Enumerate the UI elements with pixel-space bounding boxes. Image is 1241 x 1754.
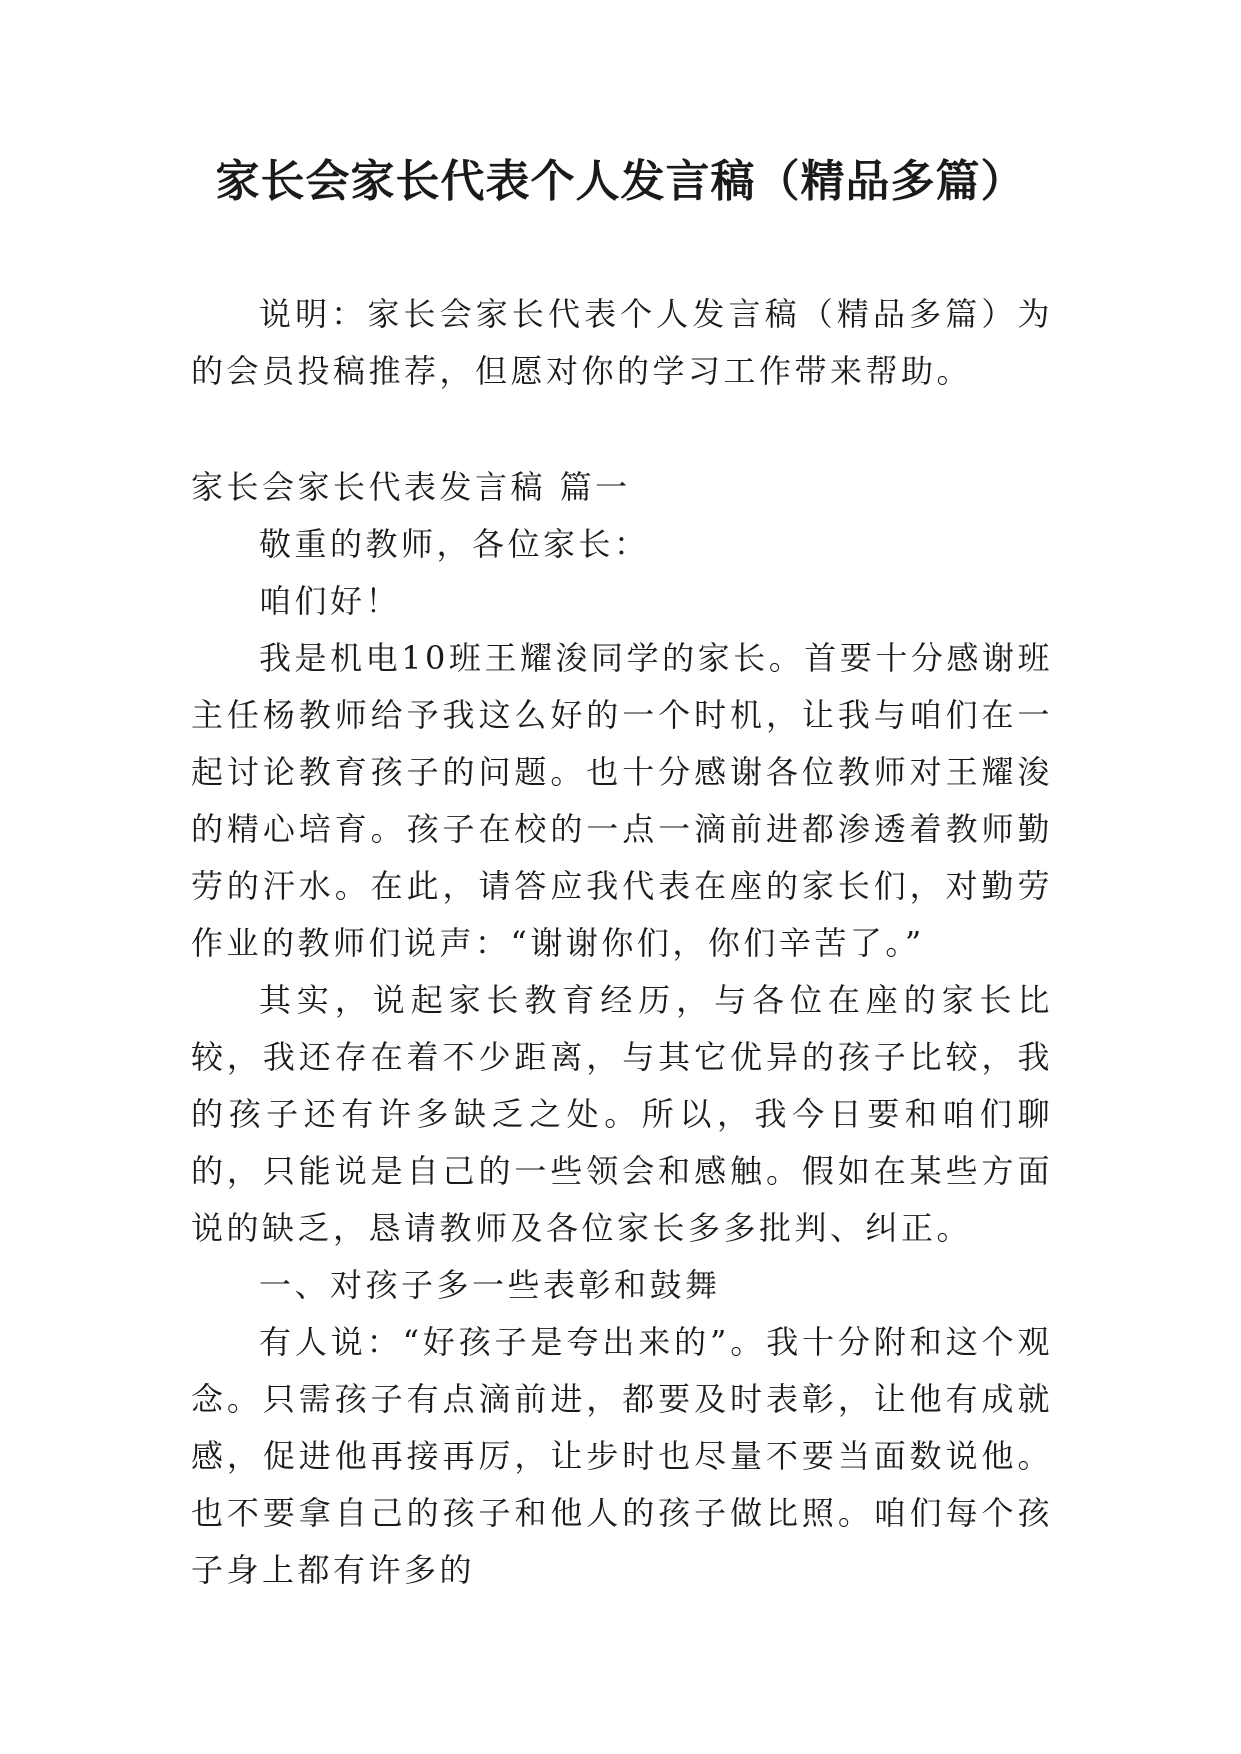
experience-paragraph: 其实，说起家长教育经历，与各位在座的家长比较，我还存在着不少距离，与其它优异的孩子比较，我的孩子还有许多缺乏之处。所以，我今日要和咱们聊的，只能说是自己的一些领会和感触。假如在某些方面说的缺乏，恳请教师及各位家长多多批判、纠正。	[191, 981, 1053, 1247]
intro-block	[191, 286, 1053, 400]
speech-body	[191, 459, 1053, 1599]
praise-paragraph: 有人说：“好孩子是夸出来的”。我十分附和这个观念。只需孩子有点滴前进，都要及时表彰，让他有成就感，促进他再接再厉，让步时也尽量不要当面数说他。也不要拿自己的孩子和他人的孩子做比照。咱们每个孩子身上都有许多的	[191, 1323, 1053, 1589]
point-one-heading: 一、对孩子多一些表彰和鼓舞	[259, 1266, 721, 1304]
intro-paragraph: 说明：家长会家长代表个人发言稿（精品多篇）为的会员投稿推荐，但愿对你的学习工作带来帮助。	[191, 295, 1053, 390]
section-heading: 家长会家长代表发言稿 篇一	[191, 468, 631, 506]
salutation-paragraph: 敬重的教师，各位家长：	[259, 525, 650, 563]
thanks-paragraph: 我是机电10班王耀浚同学的家长。首要十分感谢班主任杨教师给予我这么好的一个时机，让我与咱们在一起讨论教育孩子的问题。也十分感谢各位教师对王耀浚的精心培育。孩子在校的一点一滴前进都渗透着教师勤劳的汗水。在此，请答应我代表在座的家长们，对勤劳作业的教师们说声：“谢谢你们，你们辛苦了。”	[191, 639, 1053, 962]
greeting-paragraph: 咱们好！	[259, 582, 402, 620]
document-title: 家长会家长代表个人发言稿（精品多篇）	[215, 156, 1026, 207]
